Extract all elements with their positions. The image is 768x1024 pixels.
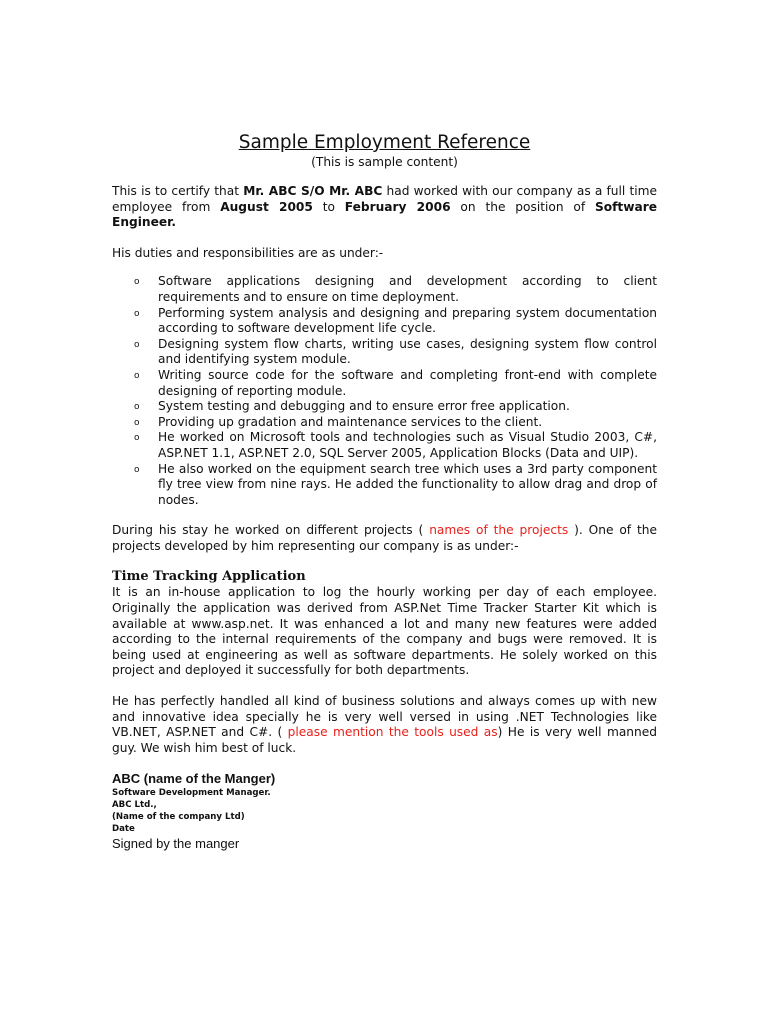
list-item: o System testing and debugging and to ensure error free application. <box>112 399 657 415</box>
list-item: o He worked on Microsoft tools and technologies such as Visual Studio 2003, C#, ASP.NET 1.1, ASP.NET 2.0, SQL Server 2005, Application Blocks (Data and UIP). <box>134 430 657 460</box>
bullet-icon: o <box>134 417 140 428</box>
list-item: o Writing source code for the software and completing front-end with complete designing of reporting module. <box>134 367 657 398</box>
bullet-icon: o <box>134 308 140 319</box>
projects-placeholder: names of the projects <box>429 523 569 538</box>
date-label: Date <box>112 824 135 835</box>
closing-paragraph: He has perfectly handled all kind of business solutions and always comes up with new and innovative idea specially he is very well versed in using .NET Technologies like VB.NET, ASP.NET and C#. ( please mention the tools used as) He is very well manned guy. We wish him best of luck. <box>112 694 657 755</box>
duties-heading: His duties and responsibilities are as under:- <box>112 245 384 260</box>
list-item: o Providing up gradation and maintenance services to the client. <box>112 415 657 431</box>
intro-paragraph: This is to certify that Mr. ABC S/O Mr. ABC had worked with our company as a full time employee from August 2005 to February 2006 on the position of Software Engineer. <box>112 184 658 230</box>
duties-list <box>112 274 657 508</box>
bullet-icon: o <box>134 433 140 444</box>
reference-letter <box>112 128 657 852</box>
projects-paragraph: During his stay he worked on different projects ( names of the projects ). One of the projects developed by him representing our company is as under:- <box>112 523 657 553</box>
page-subtitle: (This is sample content) <box>311 155 458 169</box>
bullet-icon: o <box>134 339 140 350</box>
company-name: ABC Ltd., <box>112 800 157 811</box>
company-note: (Name of the company Ltd) <box>112 812 245 823</box>
tools-placeholder: please mention the tools used as <box>287 725 498 740</box>
bullet-icon: o <box>134 464 140 475</box>
list-item: o Designing system flow charts, writing use cases, designing system flow control and identifying system module. <box>134 336 657 367</box>
signed-line: Signed by the manger <box>112 836 240 852</box>
bullet-icon: o <box>134 370 140 381</box>
signatory-position: Software Development Manager. <box>112 788 271 799</box>
page-title: Sample Employment Reference <box>238 132 531 153</box>
list-item: o Software applications designing and development according to client requirements and to ensure on time deployment. <box>134 274 657 304</box>
list-item: o Performing system analysis and designing and preparing system documentation according to software development life cycle. <box>134 305 657 336</box>
title-block <box>112 132 657 170</box>
list-item: o He also worked on the equipment search tree which uses a 3rd party component fly tree view from nine rays. He added the functionality to allow drag and drop of nodes. <box>134 461 657 507</box>
signature-block <box>112 771 657 852</box>
app-title: Time Tracking Application <box>112 569 306 585</box>
app-description: It is an in-house application to log the hourly working per day of each employee. Originally the application was derived from ASP.Net Time Tracker Starter Kit which is available at www.asp.net. It was enhanced a lot and many new features were added according to the internal requirements of the company and bugs were removed. It is being used at engineering as well as software departments. He solely worked on this project and deployed it successfully for both departments. <box>112 585 657 678</box>
bullet-icon: o <box>134 402 140 413</box>
bullet-icon: o <box>134 277 140 288</box>
signatory-name: ABC (name of the Manger) <box>112 771 276 787</box>
